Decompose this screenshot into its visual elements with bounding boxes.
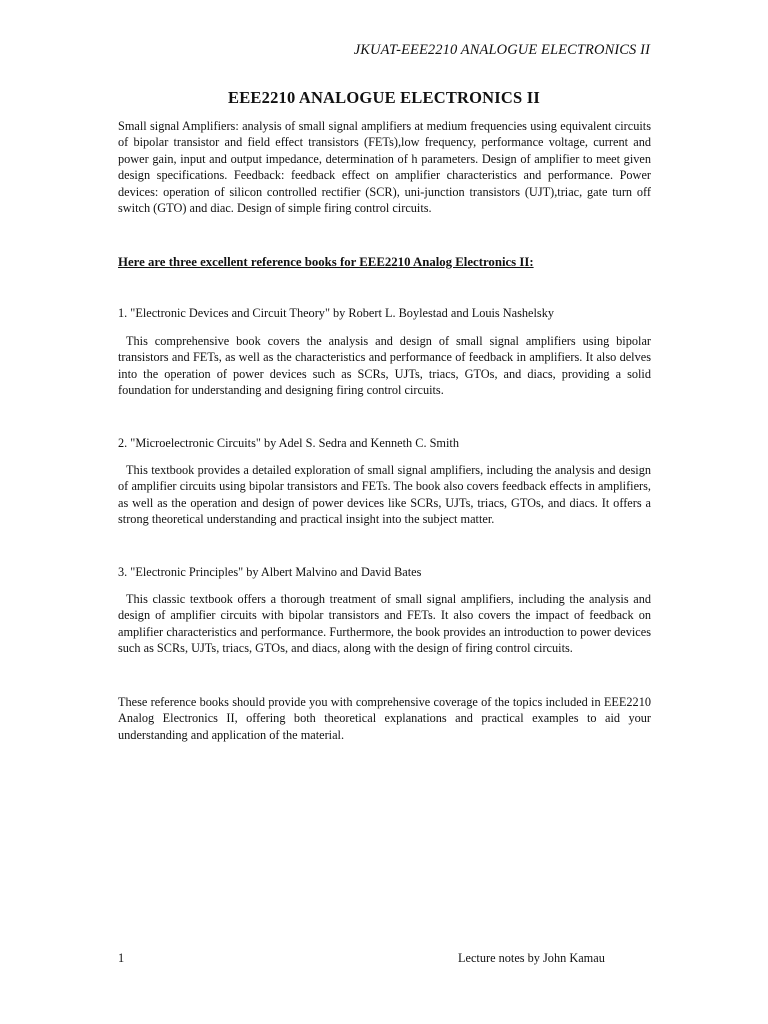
book-1-title: 1. "Electronic Devices and Circuit Theory" by Robert L. Boylestad and Louis Nashelsky — [118, 306, 555, 320]
book-3-description: This classic textbook offers a thorough treatment of small signal amplifiers, including the analysis and design of amplifier circuits with bipolar transistors and FETs. It also covers the impact of feedback on amplifier characteristics and performance. Furthermore, the book provides an introduction to power devices such as SCRs, UJTs, triacs, GTOs, and diacs, along with the design of firing control circuits. — [118, 592, 651, 656]
footer-author-note: Lecture notes by John Kamau — [458, 951, 605, 965]
book-2-description: This textbook provides a detailed exploration of small signal amplifiers, including the analysis and design of amplifier circuits using bipolar transistors and FETs. The book also covers feedback effects in amplifiers, as well as the operation and design of power devices like SCRs, UJTs, triacs, GTOs, and diacs. It offers a strong theoretical understanding and practical insight into the subject matter. — [118, 463, 651, 527]
book-3-title: 3. "Electronic Principles" by Albert Malvino and David Bates — [118, 565, 422, 579]
page-number: 1 — [118, 951, 125, 965]
page-title: EEE2210 ANALOGUE ELECTRONICS II — [228, 88, 540, 107]
running-header: JKUAT-EEE2210 ANALOGUE ELECTRONICS II — [353, 42, 650, 58]
book-1-description: This comprehensive book covers the analysis and design of small signal amplifiers using bipolar transistors and FETs, as well as the characteristics and performance of feedback in amplifiers. It also delves into the operation of power devices such as SCRs, UJTs, triacs, GTOs, and diacs, providing a solid foundation for understanding and designing firing control circuits. — [118, 334, 651, 398]
book-2-title: 2. "Microelectronic Circuits" by Adel S. Sedra and Kenneth C. Smith — [118, 436, 459, 450]
references-heading: Here are three excellent reference books for EEE2210 Analog Electronics II: — [118, 255, 534, 269]
closing-paragraph: These reference books should provide you with comprehensive coverage of the topics included in EEE2210 Analog Electronics II, offering both theoretical explanations and practical examples to aid your understanding and application of the material. — [118, 695, 651, 742]
course-description: Small signal Amplifiers: analysis of small signal amplifiers at medium frequencies using equivalent circuits of bipolar transistor and field effect transistors (FETs),low frequency, performance voltage, current and power gain, input and output impedance, determination of h parameters. Design of amplifier to meet given design specifications. Feedback: feedback effect on amplifier characteristics and performance. Power devices: operation of silicon controlled rectifier (SCR), uni-junction transistors (UJT),triac, gate turn off switch (GTO) and diac. Design of simple firing control circuits. — [118, 119, 651, 216]
